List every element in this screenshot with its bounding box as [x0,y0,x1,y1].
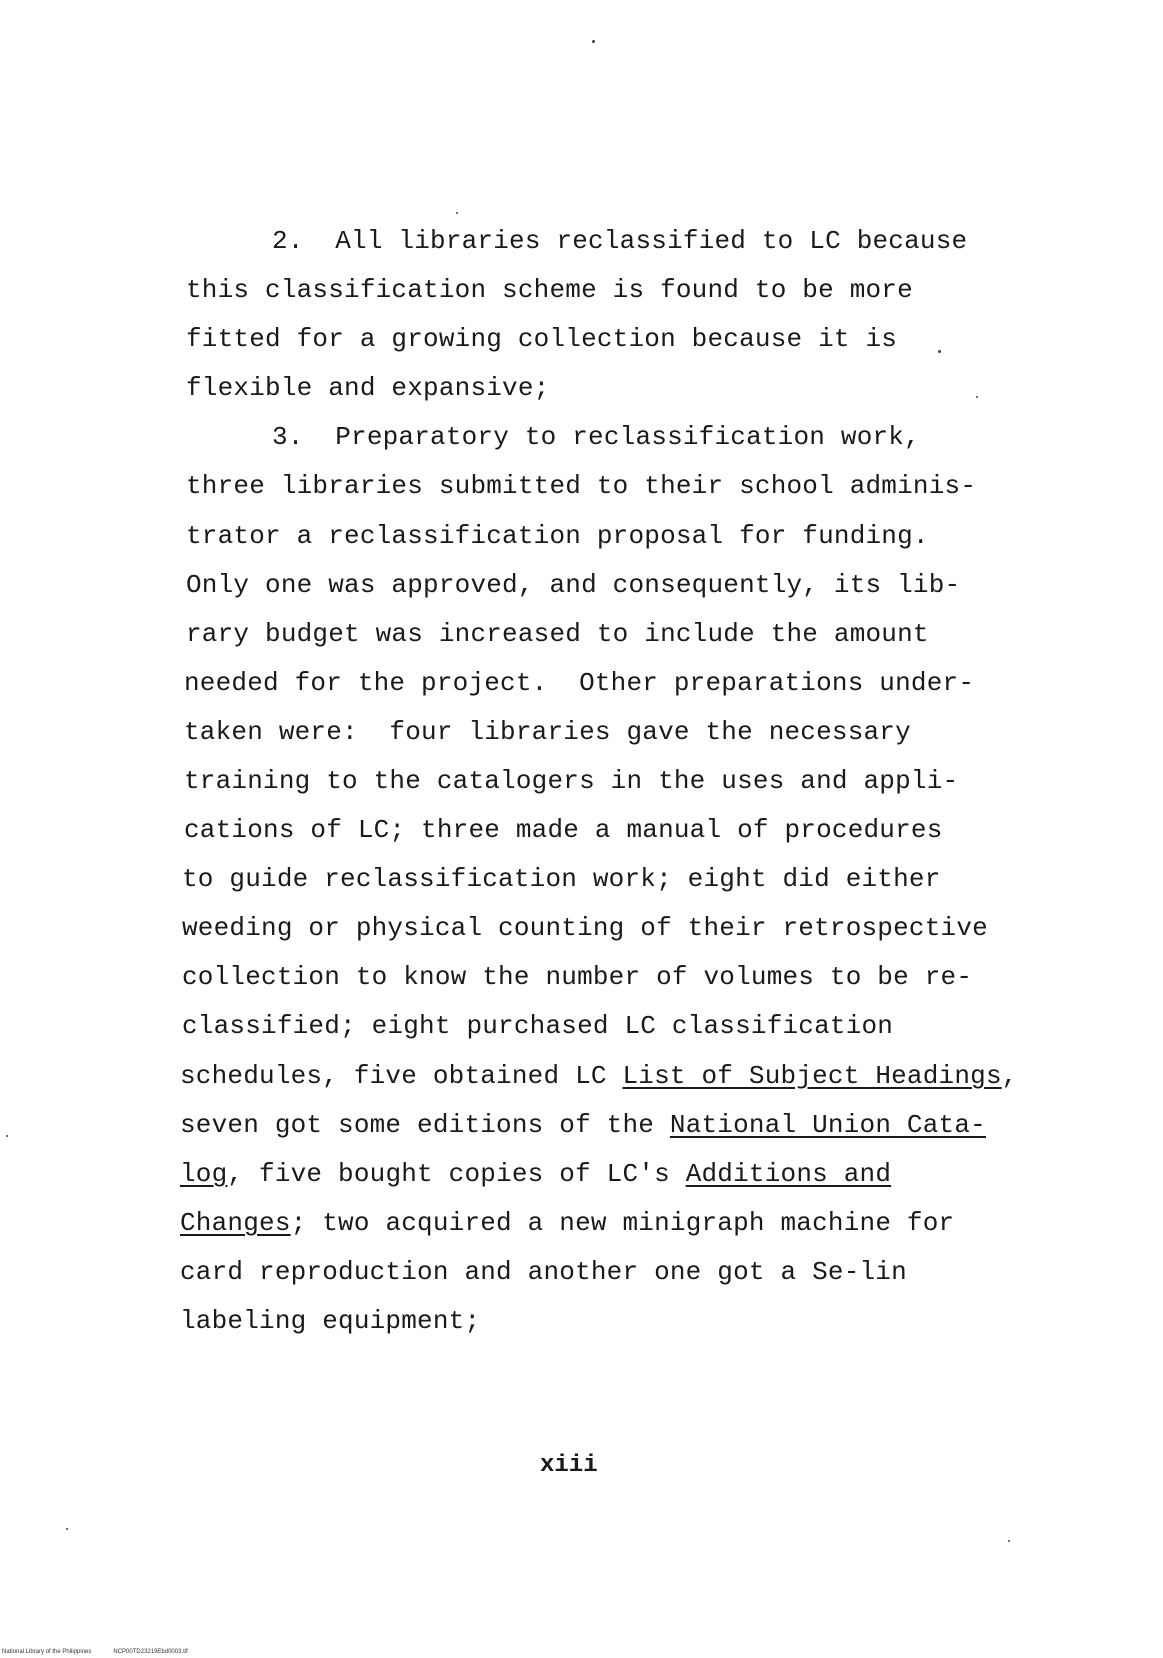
text-line-20 [180,1159,891,1189]
text-line-12: training to the catalogers in the uses and appli- [184,766,959,796]
footer-file: NCP00TD23219Ebd0003.tif [113,1649,188,1655]
title-additions-and-changes-part1: Additions and [685,1159,892,1189]
line-18-punct: , [1001,1061,1018,1091]
scan-speck [66,1528,68,1530]
line-18-text: schedules, five obtained LC [180,1061,623,1091]
text-line-19 [180,1110,986,1140]
text-line-13: cations of LC; three made a manual of procedures [184,815,943,845]
scan-speck [6,1135,8,1137]
scan-speck [1008,1540,1010,1542]
text-line-9: rary budget was increased to include the amount [186,619,929,649]
scan-speck [592,40,595,43]
text-line-8: Only one was approved, and consequently, its lib- [186,570,961,600]
title-national-union-catalog-part2: log [180,1159,228,1189]
text-line-14: to guide reclassification work; eight did either [182,864,941,894]
text-line-10: needed for the project. Other preparations under- [184,668,975,698]
text-line-15: weeding or physical counting of their retrospective [182,913,988,943]
line-20-text: , five bought copies of LC's [227,1159,686,1189]
text-line-23: labeling equipment; [180,1306,481,1336]
text-line-17: classified; eight purchased LC classification [182,1011,894,1041]
text-line-4: flexible and expansive; [186,373,550,403]
footer-library: National Library of the Philippines [2,1649,92,1655]
text-line-3: fitted for a growing collection because it is [186,324,898,354]
title-national-union-catalog-part1: National Union Cata- [669,1110,986,1140]
text-line-6: three libraries submitted to their school adminis- [186,471,977,501]
text-line-21 [180,1208,954,1238]
text-line-7: trator a reclassification proposal for funding. [186,521,929,551]
title-additions-and-changes-part2: Changes [180,1208,291,1238]
text-line-18 [180,1061,1018,1091]
scan-footer [2,1648,210,1656]
text-line-1: 2. All libraries reclassified to LC because [272,226,968,256]
page-number: xiii [540,1452,598,1479]
line-19-text: seven got some editions of the [180,1110,670,1140]
line-21-text: ; two acquired a new minigraph machine for [290,1208,955,1238]
text-line-2: this classification scheme is found to be more [186,275,913,305]
title-list-of-subject-headings: List of Subject Headings [622,1061,1002,1091]
scan-speck [456,212,458,214]
text-line-5: 3. Preparatory to reclassification work, [272,422,920,452]
text-line-11: taken were: four libraries gave the necessary [184,717,911,747]
scan-speck [938,350,941,353]
text-line-16: collection to know the number of volumes to be re- [182,962,973,992]
text-line-22: card reproduction and another one got a Se-lin [180,1257,907,1287]
scan-speck [976,396,978,398]
